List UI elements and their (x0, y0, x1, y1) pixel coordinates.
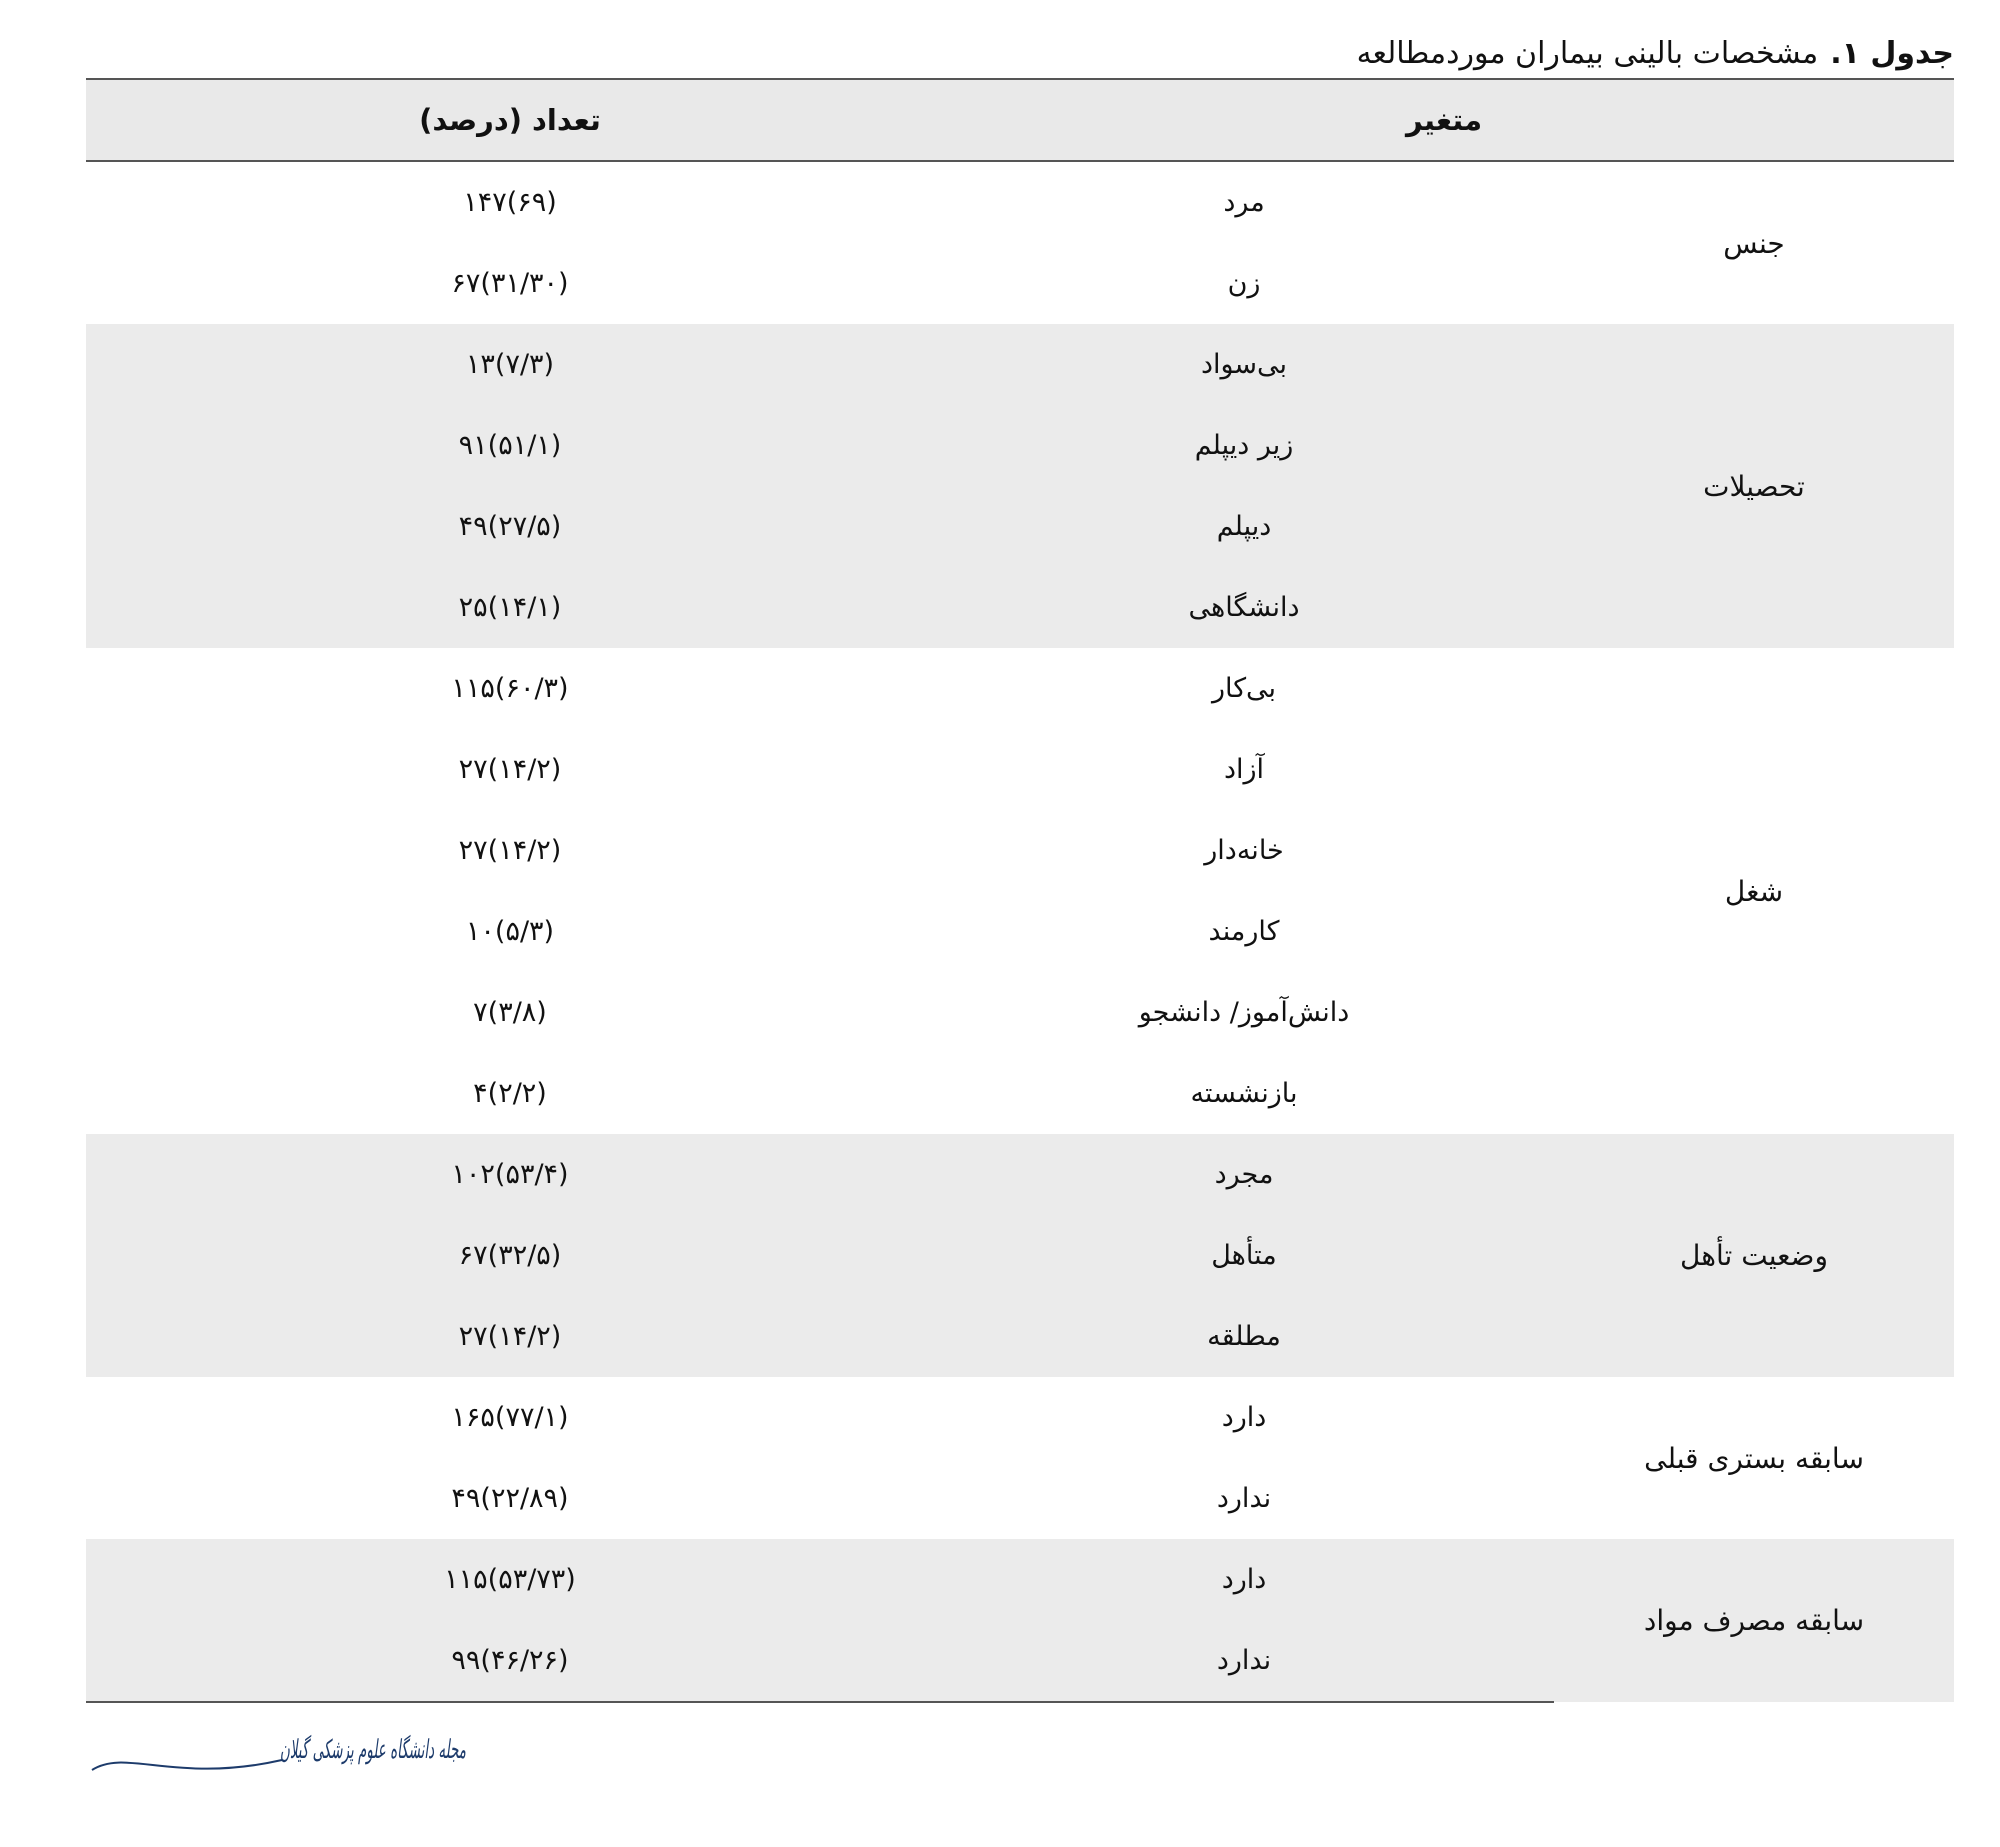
category-label: بی‌کار (1211, 673, 1277, 704)
table-row (86, 1134, 1954, 1215)
count-percent-value: ۹۱(۵۱/۱) (458, 430, 562, 461)
table-row (86, 324, 1954, 405)
row-group (86, 324, 1954, 648)
category-label: ندارد (934, 1620, 1554, 1702)
category-label: دارد (1221, 1564, 1267, 1595)
group-label: سابقه مصرف مواد (1643, 1604, 1865, 1637)
category-label: مرد (1223, 187, 1265, 218)
caption-text: مشخصات بالینی بیماران موردمطالعه (1356, 36, 1819, 71)
category-label: زن (1227, 268, 1261, 299)
category-label: متأهل (1211, 1240, 1277, 1271)
group-label: شغل (1724, 874, 1784, 908)
count-percent-value: ۱۰(۵/۳) (465, 916, 555, 947)
journal-logo-text: مجله دانشگاه علوم پزشکی گیلان (280, 1735, 640, 1765)
category-label: مجرد (1214, 1159, 1274, 1190)
category-label: کارمند (1208, 916, 1280, 947)
table-caption (74, 30, 1954, 78)
category-label: مطلقه (1207, 1321, 1281, 1352)
row-group (86, 1134, 1954, 1377)
table-row (86, 1377, 1954, 1458)
count-percent-value: ۱۴۷(۶۹) (463, 187, 557, 218)
count-percent-value: ۲۷(۱۴/۲) (458, 754, 562, 785)
header-count: تعداد (درصد) (86, 79, 934, 161)
group-label: وضعیت تأهل (1680, 1239, 1828, 1272)
count-percent-value: ۱۱۵(۵۳/۷۳) (444, 1564, 576, 1595)
table-row (86, 648, 1954, 729)
category-label: دانش‌آموز/ دانشجو (1138, 997, 1350, 1028)
count-percent-value: ۱۳(۷/۳) (465, 349, 555, 380)
count-percent-value: ۲۷(۱۴/۲) (458, 835, 562, 866)
count-percent-value: ۱۰۲(۵۳/۴) (451, 1159, 569, 1190)
journal-logo (86, 1718, 640, 1798)
row-group (86, 648, 1954, 1134)
count-percent-value: ۲۷(۱۴/۲) (458, 1321, 562, 1352)
table-header-row (86, 79, 1954, 161)
category-label: آزاد (1223, 754, 1265, 785)
clinical-characteristics-table (86, 78, 1954, 1703)
count-percent-value: ۴(۲/۲) (473, 1078, 547, 1109)
table-row (86, 161, 1954, 243)
count-percent-value: ۶۷(۳۱/۳۰) (451, 268, 569, 299)
group-label: تحصیلات (1703, 469, 1805, 503)
row-group (86, 161, 1954, 324)
count-percent-value: ۲۵(۱۴/۱) (458, 592, 562, 623)
category-label: خانه‌دار (1204, 835, 1284, 866)
category-label: دارد (1221, 1402, 1267, 1433)
row-group (86, 1539, 1954, 1702)
category-label: دانشگاهی (1188, 592, 1300, 623)
caption-label: جدول ۱. (1830, 36, 1954, 71)
category-label: بازنشسته (1190, 1078, 1298, 1109)
count-percent-value: ۱۱۵(۶۰/۳) (451, 673, 569, 704)
category-label: بی‌سواد (1200, 349, 1288, 380)
count-percent-value: ۶۷(۳۲/۵) (458, 1240, 562, 1271)
count-percent-value: ۹۹(۴۶/۲۶) (86, 1620, 934, 1702)
group-label: جنس (1723, 226, 1785, 260)
header-variable: متغیر (934, 79, 1954, 161)
count-percent-value: ۴۹(۲۷/۵) (458, 511, 562, 542)
table-row (86, 1539, 1954, 1620)
category-label: ندارد (1216, 1483, 1272, 1514)
row-group (86, 1377, 1954, 1539)
category-label: دیپلم (1216, 511, 1272, 542)
category-label: زیر دیپلم (1194, 430, 1294, 461)
count-percent-value: ۴۹(۲۲/۸۹) (451, 1483, 569, 1514)
count-percent-value: ۷(۳/۸) (473, 997, 547, 1028)
group-label: سابقه بستری قبلی (1644, 1441, 1864, 1475)
count-percent-value: ۱۶۵(۷۷/۱) (451, 1402, 569, 1433)
